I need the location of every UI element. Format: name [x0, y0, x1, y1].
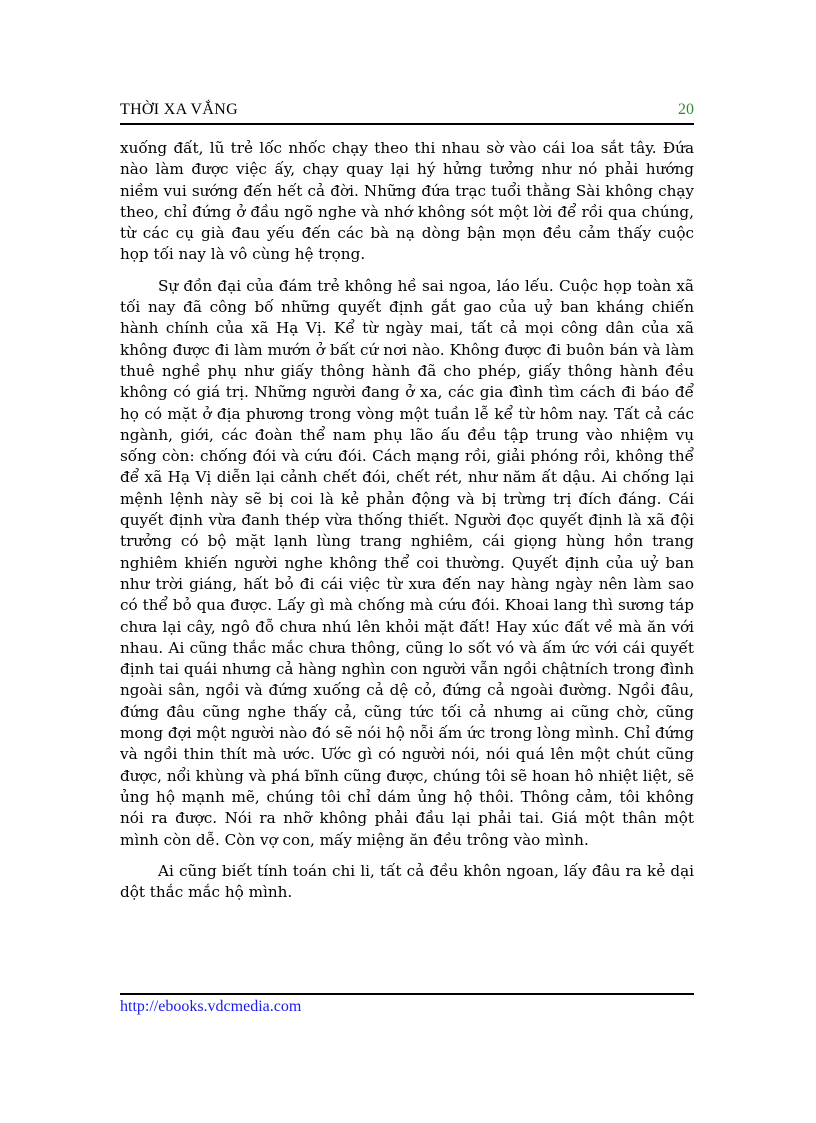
- page-footer: [120, 993, 694, 1016]
- page-number: 20: [678, 101, 694, 118]
- paragraph: Sự đồn đại của đám trẻ không hề sai ngoa, láo lếu. Cuộc họp toàn xã tối nay đã công bố những quyết định gắt gao của uỷ ban kháng chiến hành chính của xã Hạ Vị. Kể từ ngày mai, tất cả mọi công dân của xã không được đi làm mướn ở bất cứ nơi nào. Không được đi buôn bán và làm thuê nghề phụ như giấy thông hành đã cho phép, giấy thông hành đều không có giá trị. Những người đang ở xa, các gia đình tìm cách đi báo để họ có mặt ở địa phương trong vòng một tuần lễ kể từ hôm nay. Tất cả các ngành, giới, các đoàn thể nam phụ lão ấu đều tập trung vào nhiệm vụ sống còn: chống đói và cứu đói. Cách mạng rồi, giải phóng rồi, không thể để xã Hạ Vị diễn lại cảnh chết đói, chết rét, như năm ất dậu. Ai chống lại mệnh lệnh này sẽ bị coi là kẻ phản động và bị trừng trị đích đáng. Cái quyết định vừa đanh thép vừa thống thiết. Người đọc quyết định là xã đội trưởng có bộ mặt lạnh lùng trang nghiêm, cái giọng hùng hồn trang nghiêm khiến người nghe không thể coi thường. Quyết định của uỷ ban như trời giáng, hất bỏ đi cái việc từ xưa đến nay hàng ngày nên làm sao có thể bỏ qua được. Lấy gì mà chống mà cứu đói. Khoai lang thì sương táp chưa lại cây, ngô đỗ chưa nhú lên khỏi mặt đất! Hay xúc đất về mà ăn với nhau. Ai cũng thắc mắc chưa thông, cũng lo sốt vó và ấm ức với cái quyết định tai quái nhưng cả hàng nghìn con người vẫn ngồi chậtních trong đình ngoài sân, ngồi và đứng xuống cả dệ cỏ, đứng cả ngoài đường. Ngồi đâu, đứng đâu cũng nghe thấy cả, cũng tức tối cả nhưng ai cũng chờ, cũng mong đợi một người nào đó sẽ nói hộ nỗi ấm ức trong lòng mình. Chỉ đứng và ngồi thin thít mà ước. Ước gì có người nói, nói quá lên một chút cũng được, nổi khùng và phá bĩnh cũng được, chúng tôi sẽ hoan hô nhiệt liệt, sẽ ủng hộ mạnh mẽ, chúng tôi chỉ dám ủng hộ thôi. Thông cảm, tôi không nói ra được. Nói ra nhỡ không phải đầu lại phải tai. Giá một thân một mình còn dễ. Còn vợ con, mấy miệng ăn đều trông vào mình.: [120, 276, 694, 849]
- paragraph-continued: xuống đất, lũ trẻ lốc nhốc chạy theo thi nhau sờ vào cái loa sắt tây. Đứa nào làm được việc ấy, chạy quay lại hý hửng tưởng như nó phải hướng niềm vui sướng đến hết cả đời. Những đứa trạc tuổi thằng Sài không chạy theo, chỉ đứng ở đầu ngõ nghe và nhớ không sót một lời để rồi qua chúng, từ các cụ già đau yếu đến các bà nạ dòng bận mọn đều cảm thấy cuộc họp tối nay là vô cùng hệ trọng.: [120, 139, 694, 264]
- footer-link[interactable]: http://ebooks.vdcmedia.com: [120, 998, 302, 1015]
- body-text: [120, 138, 694, 913]
- paragraph: Ai cũng biết tính toán chi li, tất cả đều khôn ngoan, lấy đâu ra kẻ dại dột thắc mắc hộ mình.: [120, 861, 694, 902]
- book-title: THỜI XA VẮNG: [120, 101, 238, 118]
- running-header: [120, 101, 694, 125]
